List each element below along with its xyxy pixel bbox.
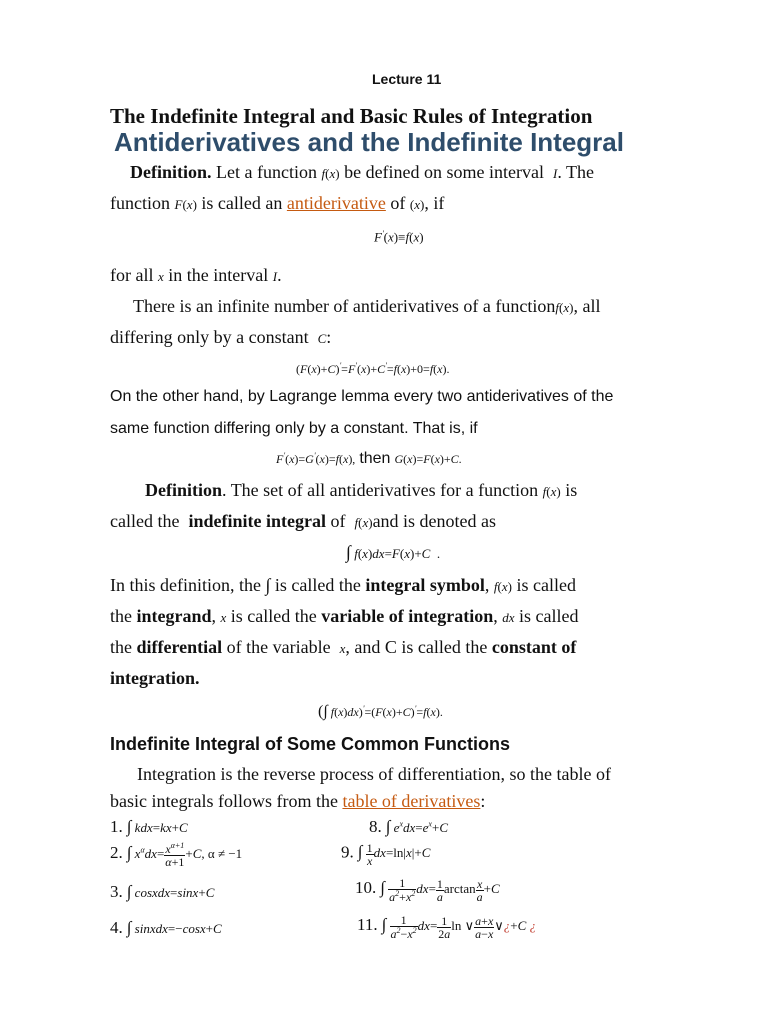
formula-condition: , α ≠ −1 [201,845,243,861]
math-x: x [220,610,227,625]
integral-formula-1: 1. ∫ kdx=kx+C [110,817,188,836]
definition-line-3: for all x in the interval I. [110,265,282,285]
text: is called the [274,575,361,595]
integral-formula-8: 8. ∫ $e^xdx=e^x+C$ [369,817,448,836]
text: , all [573,296,601,316]
constant-term: constant of [491,637,577,657]
subsection-heading: Indefinite Integral of Some Common Functions [110,734,511,754]
formula-number: 9. [341,842,354,862]
text: , if [424,193,445,213]
math-x: (x) [409,197,425,212]
math-interval: I [553,166,558,181]
text: and is denoted as [372,511,497,531]
text: for all [110,265,154,285]
text: called the [110,511,180,531]
paragraph-4-line-2: the integrand, x is called the variable of integration, dx is called [110,606,579,626]
math-fx: f(x) [542,484,561,499]
formula-derivative-equal: F'(x)≡f(x) [374,229,424,245]
definition-label: Definition. [130,162,212,182]
text: is called the [230,606,317,626]
formula-number: 11. [357,914,378,934]
antiderivative-link[interactable]: antiderivative [286,193,386,213]
text: Let a function [216,162,317,182]
text: of [330,511,346,531]
text: basic integrals follows from the [110,791,338,811]
integral-formula-2: 2. ∫ $x^\alpha dx=$ $\frac{x^{\alpha+1}}{\alpha+1}$ +C, α ≠ −1 [110,841,243,869]
lecture-number: Lecture 11 [372,71,442,87]
text: in the interval [168,265,269,285]
paragraph-4-line-1: In this definition, the ∫ is called the integral symbol, f(x) is called [110,575,576,595]
math-I: I [272,269,278,284]
text: In this definition, the [110,575,261,595]
formula-number: 10. [355,877,377,897]
paragraph-4-line-3 [110,637,576,658]
definition2-line-1 [145,480,577,501]
variable-term: variable of integration [321,606,494,626]
math-Fx: F(x) [174,197,197,212]
indefinite-integral-term: indefinite integral [188,511,326,531]
paragraph-2-line-1 [133,296,600,317]
math-fx: f(x) [555,300,574,315]
table-of-derivatives-link[interactable]: table of derivatives [342,791,481,811]
text: function [110,193,170,213]
formula-number: 1. [110,817,123,836]
paragraph-4-line-4 [110,668,200,689]
formula-number: 2. [110,842,123,862]
section-line-1: Integration is the reverse process of differentiation, so the table of [137,764,612,784]
text: : [480,791,486,811]
formula-number: 8. [369,817,382,836]
paragraph-2-line-4: same function differing only by a constant. That is, if [110,420,478,437]
text: is called an [201,193,283,213]
paragraph-2-line-3: On the other hand, by Lagrange lemma every two antiderivatives of the [110,388,614,405]
text: is called [516,575,576,595]
formula-integral-derivative: (∫ f(x)dx)'=(F(x)+C)'=f(x). [318,703,443,720]
math-C: C [317,331,327,346]
formula-number: 3. [110,882,123,901]
math-x: x [339,641,346,656]
integral-formula-11: 11. ∫ $\frac{1}{a^2-x^2}$ dx= $\frac{1}{2a}$ ln ∨ $\frac{a+x}{a-x}$ ∨¿+C ¿ [357,913,537,941]
text: , and C is called the [345,637,488,657]
math-x: x [157,269,164,284]
definition2-line-2 [110,511,496,532]
definition-line-1 [130,162,594,183]
text: be defined on some interval [344,162,545,182]
text: is called [519,606,579,626]
formula-lagrange: F'(x)=G'(x)=f(x), then G(x)=F(x)+C. [276,450,462,467]
integral-formula-4: 4. ∫ sinxdx=−cosx+C [110,918,222,937]
formula-number: 4. [110,918,123,937]
math-fx: f(x) [354,515,373,530]
text: the [110,606,132,626]
formula-constant-derivative: (F(x)+C)'=F'(x)+C'=f(x)+0=f(x). [296,361,450,376]
math-fx: f(x) [493,579,512,594]
text: the [110,637,132,657]
integral-formula-3: 3. ∫ cosxdx=sinx+C [110,882,215,901]
then-word: then [359,450,391,467]
text: differing only by a constant [110,327,309,347]
integral-symbol-term: integral symbol [365,575,485,595]
integral-formula-10: 10. ∫ $\frac{1}{a^2+x^2}$ dx= $\frac{1}{a}$ arctan $\frac{x}{a}$ +C [355,876,500,904]
differential-term: differential [136,637,223,657]
paragraph-2-line-2: differing only by a constant C: [110,327,332,347]
document-title: The Indefinite Integral and Basic Rules of Integration [110,104,593,128]
math-fx: f(x) [321,166,340,181]
integration-term: integration. [110,668,200,688]
integrand-term: integrand [136,606,212,626]
text: . The [557,162,595,182]
math-dx: dx [502,610,515,625]
formula-indefinite-integral: ∫ f(x)dx=F(x)+C . [346,542,441,562]
text: . The set of all antiderivatives for a function [222,480,539,500]
text: of the variable [226,637,331,657]
definition-line-2 [110,193,444,214]
section-line-2 [110,791,485,812]
definition-label: Definition [145,480,223,500]
text: There is an infinite number of antiderivatives of a function [133,296,556,316]
text: is [565,480,578,500]
section-heading: Antiderivatives and the Indefinite Integral [114,127,624,157]
text: of [390,193,406,213]
integral-formula-9: 9. ∫ $\frac{1}{x}$ dx=ln|x|+C [341,841,431,868]
